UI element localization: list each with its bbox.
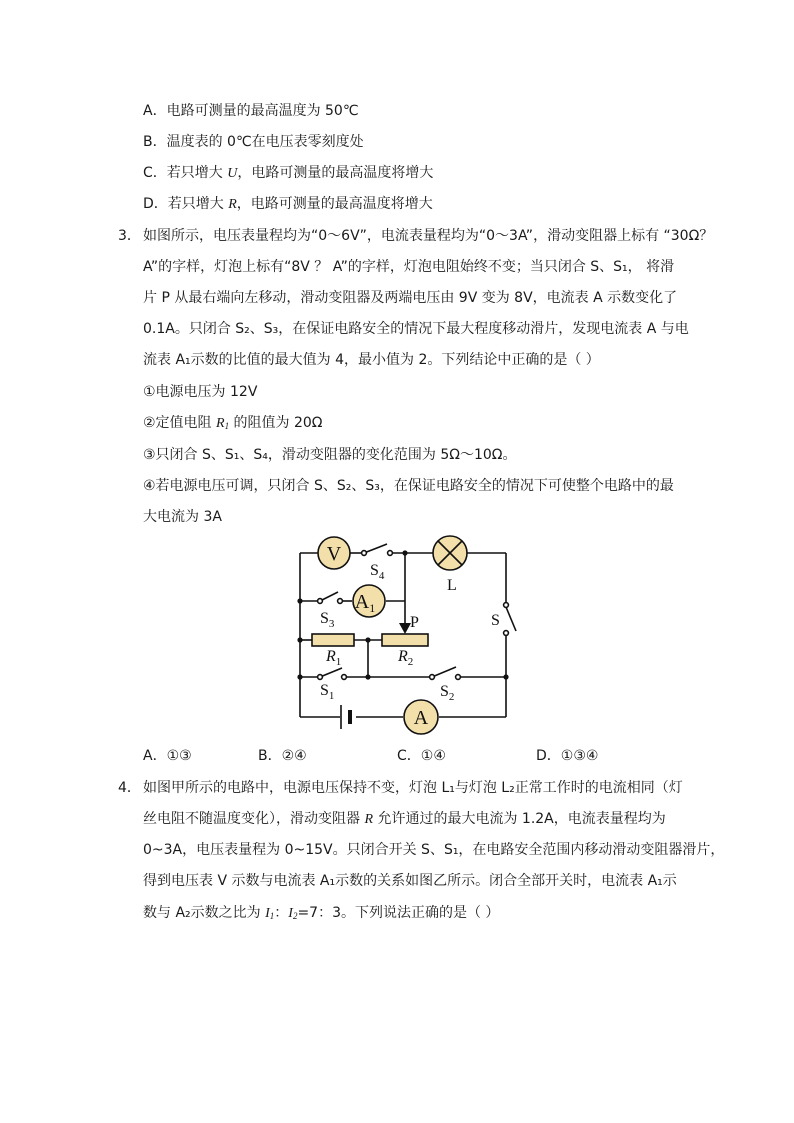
q4-line2-pre: 丝电阻不随温度变化），滑动变阻器 [143, 811, 365, 827]
q4-line5-post: =7：3。下列说法正确的是（ ） [297, 905, 500, 921]
q3-statement-4-line1: ④若电源电压可调，只闭合 S、S₂、S₃，在保证电路安全的情况下可使整个电路中的最 [143, 478, 674, 494]
q4-line5-i1-sub: 1 [269, 911, 275, 921]
switch-s3-icon [318, 592, 343, 603]
switch-s1-icon [318, 668, 347, 679]
q2-option-c-var: U [227, 166, 238, 181]
q2-option-c-pre: C．若只增大 [143, 165, 228, 181]
q4-line2-var: R [364, 812, 374, 827]
lamp-icon [433, 536, 467, 570]
q4-line5-i1: I [265, 906, 270, 921]
q4-line5-i2: I [288, 906, 293, 921]
q3-statement-2 [143, 413, 323, 436]
q2-option-b: B．温度表的 0℃在电压表零刻度处 [143, 134, 364, 150]
q3-statement-2-post: 的阻值为 20Ω [229, 415, 323, 431]
q3-line1: 如图所示，电压表量程均为“0～6V”，电流表量程均为“0～3A”，滑动变阻器上标有 “30Ω？ [143, 228, 714, 244]
q3-statement-3: ③只闭合 S、S₁、S₄，滑动变阻器的变化范围为 5Ω～10Ω。 [143, 447, 517, 463]
q3-option-a: A．①③ [143, 748, 192, 764]
resistor-r2-icon [382, 634, 428, 646]
switch-s2-label: $S_2$ [440, 683, 455, 703]
q3-statement-2-sub: 1 [224, 421, 230, 431]
resistor-r1-icon [312, 634, 354, 646]
q4-line3: 0~3A，电压表量程为 0~15V。只闭合开关 S、S₁，在电路安全范围内移动滑动变阻器滑片， [143, 842, 725, 858]
q4-number: 4． [118, 780, 141, 796]
q2-option-c-post: ，电路可测量的最高温度将增大 [237, 165, 434, 181]
circuit-diagram [290, 535, 520, 740]
q2-option-d-var: R [228, 197, 237, 212]
q3-line2: A”的字样，灯泡上标有“8V ？ A”的字样，灯泡电阻始终不变；当只闭合 S、S₁， 将滑 [143, 259, 675, 275]
voltmeter-label: V [326, 543, 342, 565]
q2-option-d [143, 194, 433, 215]
q4-line5-mid: ： [274, 905, 289, 921]
ammeter-a1-label: $A_1$ [354, 591, 376, 615]
ammeter-a-label: A [413, 707, 429, 729]
q3-option-c: C．①④ [397, 748, 446, 764]
q2-option-d-post: ，电路可测量的最高温度将增大 [236, 196, 433, 212]
q4-line4: 得到电压表 V 示数与电流表 A₁示数的关系如图乙所示。闭合全部开关时，电流表 A₁示 [143, 873, 677, 889]
q4-line5-i2-sub: 2 [292, 911, 298, 921]
battery-icon [341, 705, 350, 729]
q2-option-d-pre: D．若只增大 [143, 196, 229, 212]
q4-line5 [143, 903, 499, 926]
switch-s4-label: $S_4$ [370, 562, 385, 582]
slider-p-label: P [410, 614, 419, 631]
q4-line5-pre: 数与 A₂示数之比为 [143, 905, 266, 921]
q4-line2 [143, 809, 666, 830]
resistor-r1-label: $R_1$ [326, 648, 342, 668]
switch-s2-icon [430, 667, 461, 679]
switch-s1-label: $S_1$ [320, 682, 335, 702]
q3-statement-2-var: R [216, 416, 225, 431]
q3-option-b: B．②④ [258, 748, 307, 764]
q3-option-d: D．①③④ [536, 748, 599, 764]
switch-s4-icon [362, 544, 393, 555]
q3-line4: 0.1A。只闭合 S₂、S₃，在保证电路安全的情况下最大程度移动滑片，发现电流表 A 与电 [143, 321, 689, 337]
q3-line3: 片 P 从最右端向左移动，滑动变阻器及两端电压由 9V 变为 8V，电流表 A 示数变化了 [143, 290, 678, 306]
switch-s-label: S [491, 612, 500, 629]
q4-line2-post: 允许通过的最大电流为 1.2A，电流表量程均为 [373, 811, 666, 827]
resistor-r2-label: $R_2$ [398, 648, 414, 668]
q3-statement-4-line2: 大电流为 3A [143, 509, 222, 525]
q3-statement-2-pre: ②定值电阻 [143, 415, 217, 431]
switch-s-icon [504, 603, 516, 636]
q2-option-c [143, 163, 433, 184]
q4-line1: 如图甲所示的电路中，电源电压保持不变，灯泡 L₁与灯泡 L₂正常工作时的电流相同（灯 [143, 780, 683, 796]
q3-line5: 流表 A₁示数的比值的最大值为 4，最小值为 2。下列结论中正确的是（ ） [143, 352, 600, 368]
q3-statement-1: ①电源电压为 12V [143, 384, 258, 400]
lamp-label: L [447, 577, 457, 594]
q2-option-a: A．电路可测量的最高温度为 50℃ [143, 103, 359, 119]
switch-s3-label: $S_3$ [320, 610, 335, 630]
q3-number: 3． [118, 228, 141, 244]
